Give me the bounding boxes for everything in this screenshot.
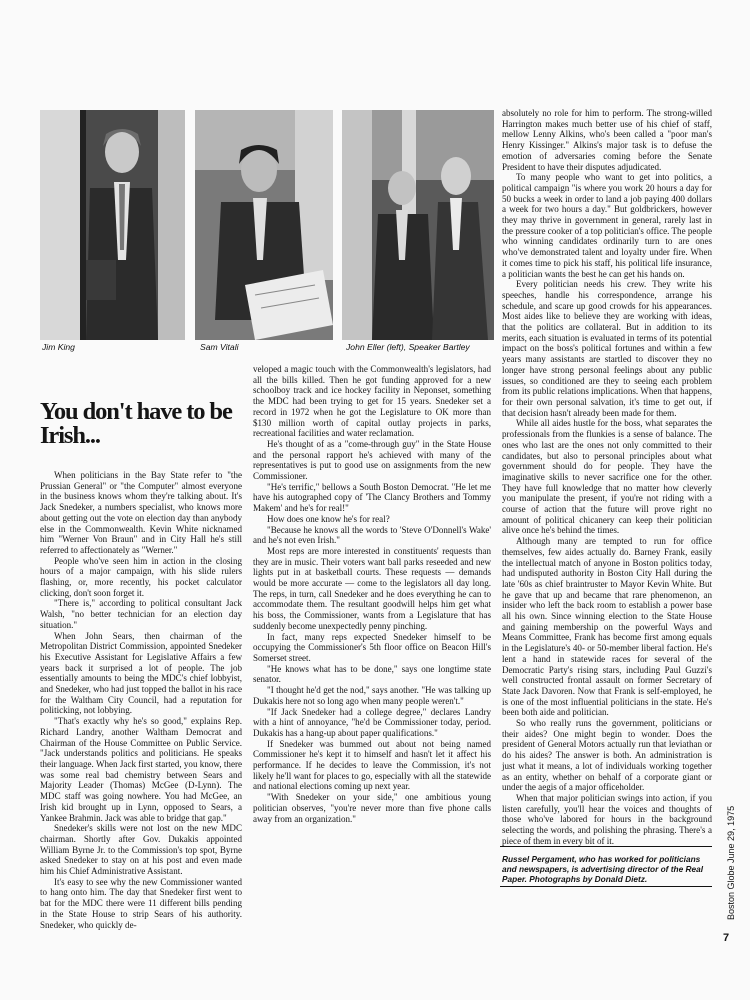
paragraph: veloped a magic touch with the Commonwealth's legislators, had all the bills killed. Then he got funding approved for a new schoolboy track and ice hockey facility in Neponset, something the MDC had been trying to get for 15 years. Snedeker set a record in 1972 when he got the Legislature to OK more than $130 million worth of capital outlay projects in parks, recreational facilities and water reclamation.	[253, 364, 491, 439]
paragraph: So who really runs the government, politicians or their aides? One might begin to wonder. Does the president of General Motors actually run that leviathan or do his aides? The answer is both. An administration is just what it means, a lot of individuals working together as an entity, whether on behalf of a corporate giant or under the aegis of a major officeholder.	[502, 718, 712, 793]
article-column-3	[502, 108, 712, 847]
paragraph: When politicians in the Bay State refer to "the Prussian General" or "the Computer" almost everyone in the business knows whom they're talking about. It's Jack Snedeker, a numbers specialist, who knows more about getting out the vote on election day than anybody else in the Commonwealth. Kevin White nicknamed him "Werner Von Braun" and in City Hall he's still referred to affectionately as "Werner."	[40, 470, 242, 555]
page-number: 7	[723, 932, 730, 944]
paragraph: "He knows what has to be done," says one longtime state senator.	[253, 663, 491, 685]
paragraph: When John Sears, then chairman of the Metropolitan District Commission, appointed Snedeker his Executive Assistant for Legislative Affairs a few years back it surprised a lot of people. The job essentially amounts to being the MDC's chief lobbyist, and Snedeker, who had just topped the ballot in his race for the Waltham City Council, had a reputation for politicking, not lobbying.	[40, 630, 242, 716]
paragraph: "There is," according to political consultant Jack Walsh, "no better technician for an election day situation."	[40, 598, 242, 630]
paragraph: "I thought he'd get the nod," says another. "He was talking up Dukakis here not so long ago when many people weren't."	[253, 685, 491, 706]
photo-eller-bartley	[342, 110, 494, 340]
paragraph: Most reps are more interested in constituents' requests than they are in music. Their voters want ball parks reseeded and new lights put in at basketball courts. These requests — demands would be more accurate — come to the legislators all day long. The reps, in turn, call Snedeker and he does everything he can to accommodate them. The resultant goodwill helps him get what his boss, the Commissioner, wants from a Legislature that has suddenly become unexpectedly penny pinching.	[253, 545, 491, 631]
paragraph: It's easy to see why the new Commissioner wanted to hang onto him. The day that Snedeker first went to bat for the MDC there were 11 different bills pending in the State House to strip Sears of his authority. Snedeker, who quickly de-	[40, 876, 242, 930]
paragraph: "If Jack Snedeker had a college degree," declares Landry with a hint of annoyance, "he'd be Commissioner today, period. Dukakis has a hang-up about paper qualifications."	[253, 706, 491, 738]
publication-date-label: Boston Globe June 29, 1975	[726, 805, 736, 920]
photo-caption: Jim King	[42, 342, 75, 352]
credit-rule-bottom	[500, 886, 712, 887]
paragraph: "That's exactly why he's so good," explains Rep. Richard Landry, another Waltham Democrat and Chairman of the House Committee on Public Service. "Jack understands politics and politicians. He speaks their language. When Jack first started, you know, there was some real bad chemistry between Sears and Majority Leader (Thomas) McGee (D-Lynn). The MDC staff was going nowhere. You had McGee, an Irish kid brought up in Lynn, opposed to Sears, a Yankee Brahmin. Jack was able to bridge that gap."	[40, 716, 242, 823]
credit-rule-top	[500, 846, 712, 847]
paragraph: "With Snedeker on your side," one ambitious young politician observes, "you're never more than five phone calls away from an organization."	[253, 792, 491, 824]
photo-sam-vitali	[195, 110, 333, 340]
paragraph: While all aides hustle for the boss, what separates the professionals from the flunkies is a sense of balance. The ones who last are the ones not only committed to their candidates, but also to personal principles about what government should do for people. They have the imaginative skills to never sacrifice one for the other. They have full knowledge that no matter how cleverly you manipulate the present, if you're not riding with a course of action that the future will prove right no amount of political chicanery can keep their politician alive once he's behind the times.	[502, 418, 712, 536]
author-credit: Russel Pergament, who has worked for politicians and newspapers, is advertising director of the Real Paper. Photographs by Donald Dietz.	[502, 854, 704, 884]
paragraph: When that major politician swings into action, if you listen carefully, you'll hear the voices and thoughts of those who've labored for hours in the background selecting the words, and polishing the phrasing. There's a piece of them in every bit of it.	[502, 793, 712, 846]
paragraph: Although many are tempted to run for office themselves, few aides actually do. Barney Frank, easily the intellectual match of anyone in Boston politics today, had undisputed authority in Boston City Hall during the late '60s as chief braintruster to Mayor Kevin White. But he gave that up and became that rare phenomenon, an insider who left the back room to establish a power base all his own. Since winning election to the State House and gaining membership on the powerful Ways and Means Committee, Frank has become first among equals in the Legislature's 40- or 50-member liberal faction. He's lent a hand in statewide races for several of the Democratic Party's rising stars, including Paul Guzzi's well constructed frontal assault on former Secretary of State Jack Davoren. Now that Frank is self-employed, he is one of the most influential politicians in the state. He's been both aide and politician.	[502, 536, 712, 718]
paragraph: People who've seen him in action in the closing hours of a major campaign, with his slide rulers flashing, or, more recently, his pocket calculator clicking, don't soon forget it.	[40, 555, 242, 598]
paragraph: absolutely no role for him to perform. The strong-willed Harrington makes much better use of his chief of staff, mellow Lenny Alkins, who's been called a "poor man's Henry Kissinger." Alkins's major task is to defuse the emotion of adversaries coming before the Senate President to have their disputes adjudicated.	[502, 108, 712, 172]
paragraph: He's thought of as a "come-through guy" in the State House and the personal rapport he's achieved with many of the representatives is put to good use on assignments from the new Commissioner.	[253, 438, 491, 482]
paragraph: Every politician needs his crew. They write his speeches, handle his correspondence, arrange his schedule, and scare up good crowds for his appearances. Most aides like to believe they are working with ideas, that the politics are collateral. But in addition to its merits, each situation is evaluated in terms of its potential impact on the boss's political fortunes and within a few years many assistants are startled to discover they no longer have strong personal feelings about any public issues, so conditioned are they to seeing each problem from its public relations implications. When that happens, for their own personal salvation, it's time to get out, if that decision hasn't already been made for them.	[502, 279, 712, 418]
paragraph: In fact, many reps expected Snedeker himself to be occupying the Commissioner's 5th floor office on Beacon Hill's Somerset street.	[253, 631, 491, 663]
headline: You don't have to be Irish...	[40, 398, 232, 449]
article-column-2	[253, 364, 491, 824]
paragraph: "He's terrific," bellows a South Boston Democrat. "He let me have his autographed copy of 'The Clancy Brothers and Tommy Makem' and he's for real!"	[253, 481, 491, 514]
photo-caption: Sam Vitali	[200, 342, 239, 352]
paragraph: To many people who want to get into politics, a political campaign "is where you work 20 hours a day for 50 bucks a week in order to land a job paying 400 dollars a week for two hours a day." But goldbrickers, however they may thrive in government in general, rarely last in the pressure cooker of a top politician's office. The people who winning candidates ordinarily turn to are ones who've demonstrated talent and loyalty under fire. When it comes time to pick his staff, his political life insurance, a politician wants the best he can get his hands on.	[502, 172, 712, 279]
paragraph: Snedeker's skills were not lost on the new MDC chairman. Shortly after Gov. Dukakis appointed William Byrne Jr. to the Commission's top spot, Byrne asked Snedeker to stay on at his post and even made him his Chief Administrative Assistant.	[40, 823, 242, 877]
photo-jim-king	[40, 110, 185, 340]
article-column-1	[40, 470, 242, 930]
paragraph: "Because he knows all the words to 'Steve O'Donnell's Wake' and he's not even Irish."	[253, 524, 491, 546]
photo-caption: John Eller (left), Speaker Bartley	[346, 342, 470, 352]
paragraph: If Snedeker was bummed out about not being named Commissioner he's kept it to himself and hasn't let it affect his performance. If he decides to leave the Commission, it's not likely he'll want for places to go, especially with all the statewide and national elections coming up next year.	[253, 738, 491, 792]
paragraph: How does one know he's for real?	[267, 513, 390, 524]
